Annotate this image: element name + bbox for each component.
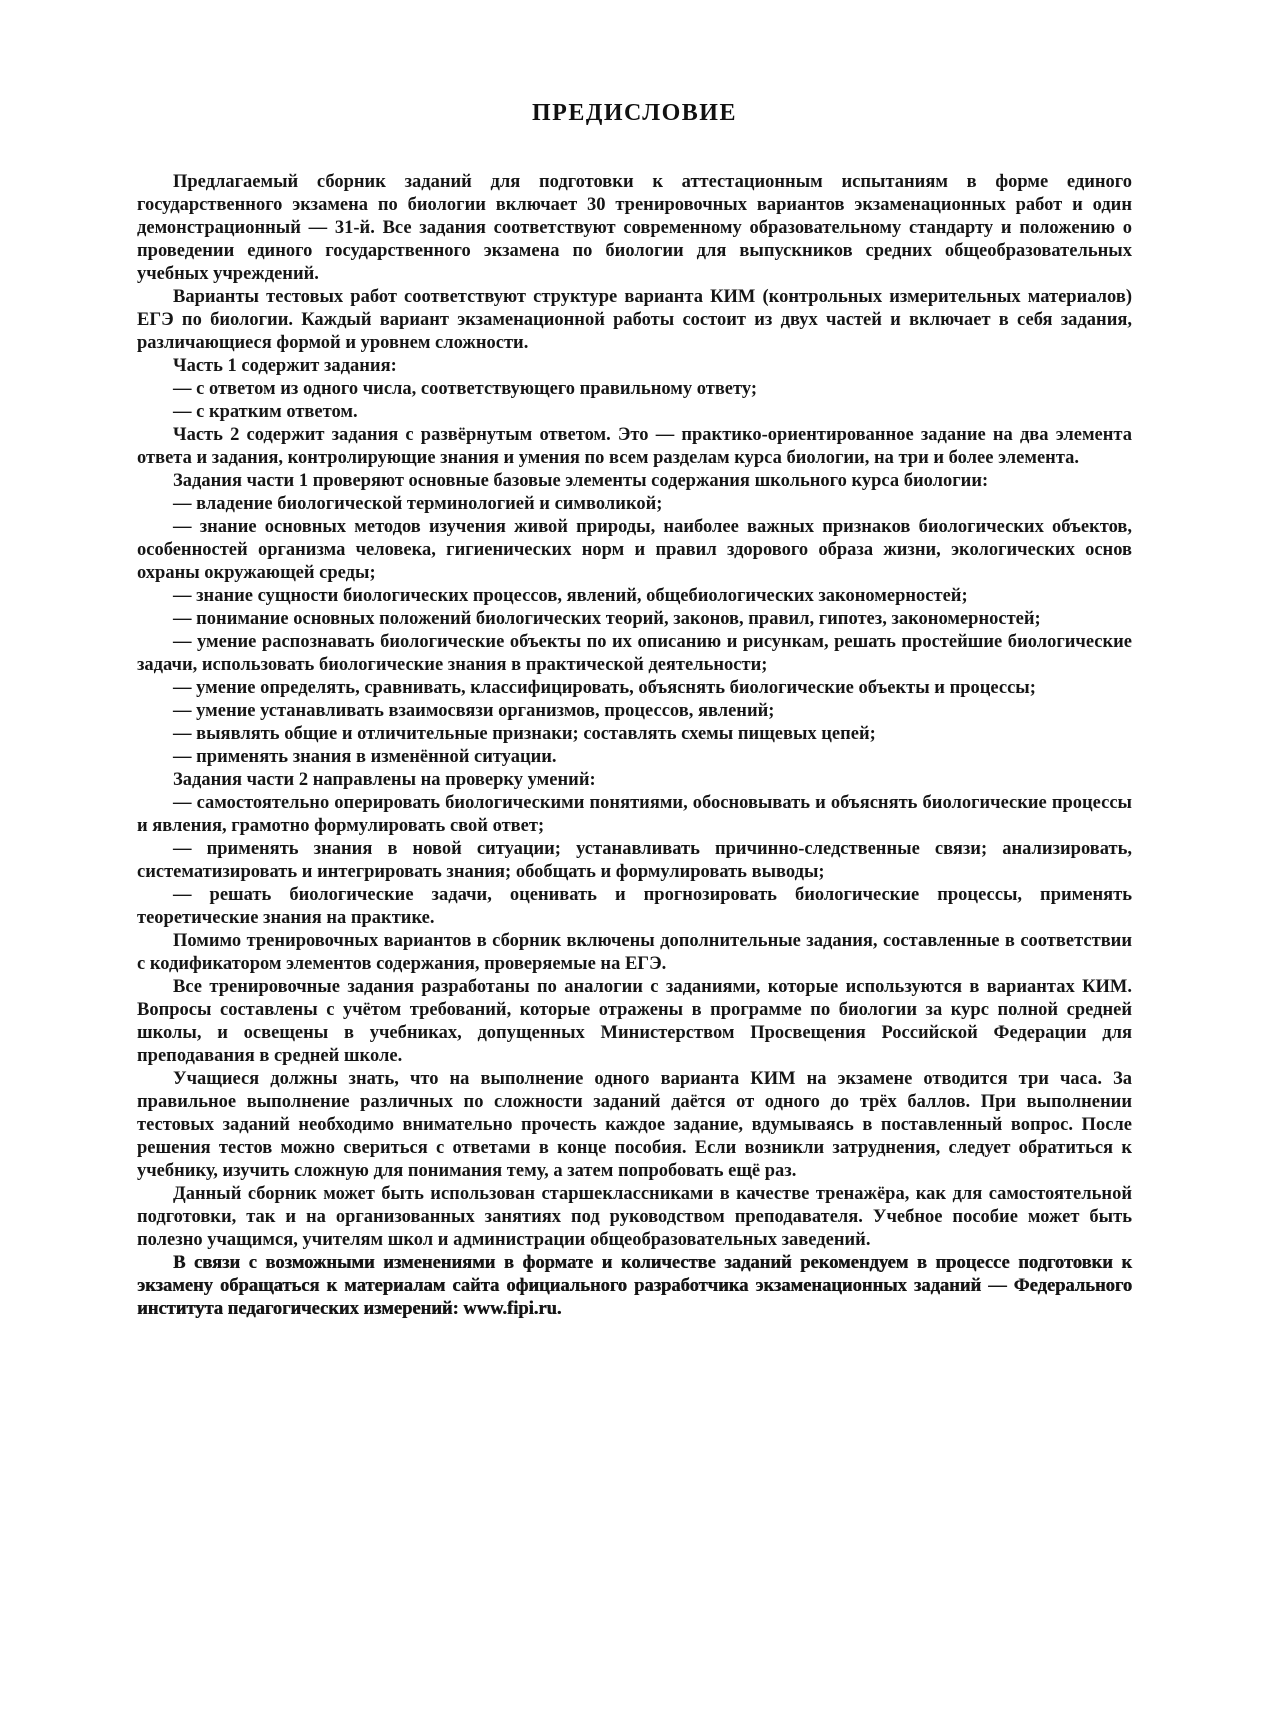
paragraph: В связи с возможными изменениями в формате и количестве заданий рекомендуем в процессе подготовки к экзамену обращаться к материалам сайта официального разработчика экзаменационных заданий — Федерального института педагогических измерений: www.fipi.ru.: [137, 1253, 1132, 1319]
paragraph: Часть 2 содержит задания с развёрнутым ответом. Это — практико-ориентированное задание на два элемента ответа и задания, контролирующие знания и умения по всем разделам курса биологии, на три и более элемента.: [137, 425, 1132, 468]
paragraph: Все тренировочные задания разработаны по аналогии с заданиями, которые используются в вариантах КИМ. Вопросы составлены с учётом требований, которые отражены в программе по биологии за курс полной средней школы, и освещены в учебниках, допущенных Министерством Просвещения Российской Федерации для преподавания в средней школе.: [137, 977, 1132, 1066]
paragraph: Задания части 2 направлены на проверку умений:: [173, 770, 596, 790]
paragraph: Учащиеся должны знать, что на выполнение одного варианта КИМ на экзамене отводится три часа. За правильное выполнение различных по сложности заданий даётся от одного до трёх баллов. При выполнении тестовых заданий необходимо внимательно прочесть каждое задание, вдумываясь в поставленный вопрос. После решения тестов можно свериться с ответами в конце пособия. Если возникли затруднения, следует обратиться к учебнику, изучить сложную для понимания тему, а затем попробовать ещё раз.: [137, 1069, 1132, 1181]
paragraph: Предлагаемый сборник заданий для подготовки к аттестационным испытаниям в форме единого государственного экзамена по биологии включает 30 тренировочных вариантов экзаменационных работ и один демонстрационный — 31-й. Все задания соответствуют современному образовательному стандарту и положению о проведении единого государственного экзамена по биологии для выпускников средних общеобразовательных учебных учреждений.: [137, 172, 1132, 284]
list-item: — самостоятельно оперировать биологическими понятиями, обосновывать и объяснять биологические процессы и явления, грамотно формулировать свой ответ;: [137, 793, 1132, 836]
list-item: — умение распознавать биологические объекты по их описанию и рисункам, решать простейшие биологические задачи, использовать биологические знания в практической деятельности;: [137, 632, 1132, 675]
list-item: — умение устанавливать взаимосвязи организмов, процессов, явлений;: [173, 701, 775, 721]
list-item: — с кратким ответом.: [173, 402, 358, 422]
paragraph: Помимо тренировочных вариантов в сборник включены дополнительные задания, составленные в соответствии с кодификатором элементов содержания, проверяемые на ЕГЭ.: [137, 931, 1132, 974]
paragraph: Задания части 1 проверяют основные базовые элементы содержания школьного курса биологии:: [173, 471, 989, 491]
list-item: — выявлять общие и отличительные признаки; составлять схемы пищевых цепей;: [173, 724, 876, 744]
paragraph: Варианты тестовых работ соответствуют структуре варианта КИМ (контрольных измерительных материалов) ЕГЭ по биологии. Каждый вариант экзаменационной работы состоит из двух частей и включает в себя задания, различающиеся формой и уровнем сложности.: [137, 287, 1132, 353]
list-item: — применять знания в новой ситуации; устанавливать причинно-следственные связи; анализировать, систематизировать и интегрировать знания; обобщать и формулировать выводы;: [137, 839, 1132, 882]
list-item: — знание основных методов изучения живой природы, наиболее важных признаков биологических объектов, особенностей организма человека, гигиенических норм и правил здорового образа жизни, экологических основ охраны окружающей среды;: [137, 517, 1132, 583]
list-item: — применять знания в изменённой ситуации.: [173, 747, 557, 767]
page-title: ПРЕДИСЛОВИЕ: [532, 100, 737, 126]
list-item: — знание сущности биологических процессов, явлений, общебиологических закономерностей;: [173, 586, 968, 606]
list-item: — умение определять, сравнивать, классифицировать, объяснять биологические объекты и процессы;: [173, 678, 1036, 698]
page-content: [137, 171, 1132, 1321]
list-item: — владение биологической терминологией и символикой;: [173, 494, 663, 514]
list-item: — понимание основных положений биологических теорий, законов, правил, гипотез, закономерностей;: [173, 609, 1041, 629]
list-item: — решать биологические задачи, оценивать и прогнозировать биологические процессы, применять теоретические знания на практике.: [137, 885, 1132, 928]
list-item: — с ответом из одного числа, соответствующего правильному ответу;: [173, 379, 758, 399]
paragraph: Данный сборник может быть использован старшеклассниками в качестве тренажёра, как для самостоятельной подготовки, так и на организованных занятиях под руководством преподавателя. Учебное пособие может быть полезно учащимся, учителям школ и администрации общеобразовательных заведений.: [137, 1184, 1132, 1250]
paragraph: Часть 1 содержит задания:: [173, 356, 397, 376]
